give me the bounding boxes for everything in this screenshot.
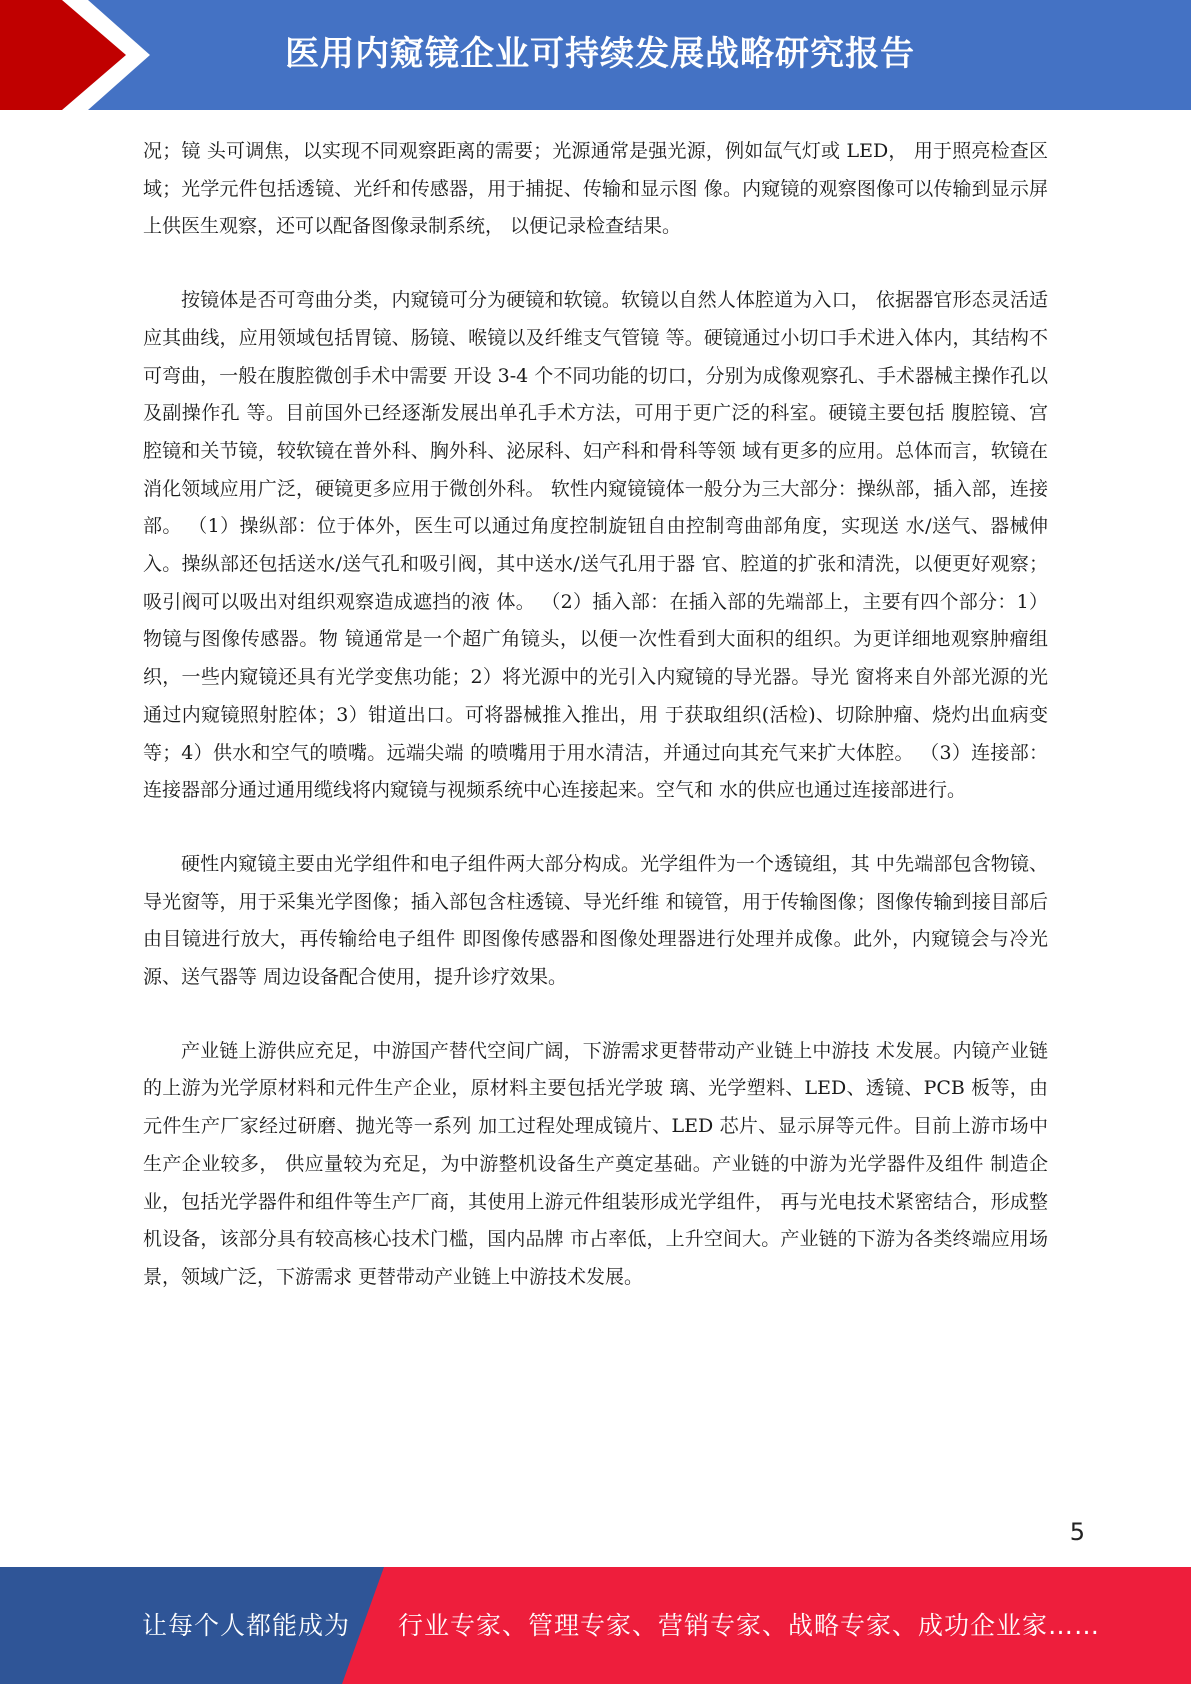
page-footer: [0, 1567, 1191, 1684]
page-header: [0, 0, 1191, 112]
paragraph-continuation: 况；镜 头可调焦，以实现不同观察距离的需要；光源通常是强光源，例如氙气灯或 LED， 用于照亮检查区域；光学元件包括透镜、光纤和传感器，用于捕捉、传输和显示图 像。内窥镜的观察图像可以传输到显示屏上供医生观察，还可以配备图像录制系统， 以便记录检查结果。: [143, 140, 1048, 238]
paragraph-industry-chain: 产业链上游供应充足，中游国产替代空间广阔，下游需求更替带动产业链上中游技 术发展。内镜产业链的上游为光学原材料和元件生产企业，原材料主要包括光学玻 璃、光学塑料、LED、透镜、PCB 板等，由元件生产厂家经过研磨、抛光等一系列 加工过程处理成镜片、LED 芯片、显示屏等元件。目前上游市场中生产企业较多， 供应量较为充足，为中游整机设备生产奠定基础。产业链的中游为光学器件及组件 制造企业，包括光学器件和组件等生产厂商，其使用上游元件组装形成光学组件， 再与光电技术紧密结合，形成整机设备，该部分具有较高核心技术门槛，国内品牌 市占率低，上升空间大。产业链的下游为各类终端应用场景，领域广泛，下游需求 更替带动产业链上中游技术发展。: [143, 1039, 1048, 1288]
footer-slogan-right: 行业专家、管理专家、营销专家、战略专家、成功企业家……: [398, 1611, 1101, 1640]
footer-slogan-left: 让每个人都能成为: [142, 1611, 351, 1640]
page-number: 5: [1069, 1518, 1085, 1546]
main-content: [143, 133, 1048, 1297]
paragraph-classification: 按镜体是否可弯曲分类，内窥镜可分为硬镜和软镜。软镜以自然人体腔道为入口， 依据器官形态灵活适应其曲线，应用领域包括胃镜、肠镜、喉镜以及纤维支气管镜 等。硬镜通过小切口手术进入体内，其结构不可弯曲，一般在腹腔微创手术中需要 开设 3-4 个不同功能的切口，分别为成像观察孔、手术器械主操作孔以及副操作孔 等。目前国外已经逐渐发展出单孔手术方法，可用于更广泛的科室。硬镜主要包括 腹腔镜、宫腔镜和关节镜，较软镜在普外科、胸外科、泌尿科、妇产科和骨科等领 域有更多的应用。总体而言，软镜在消化领域应用广泛，硬镜更多应用于微创外科。 软性内窥镜镜体一般分为三大部分：操纵部，插入部，连接部。 （1）操纵部：位于体外，医生可以通过角度控制旋钮自由控制弯曲部角度，实现送 水/送气、器械伸入。操纵部还包括送水/送气孔和吸引阀，其中送水/送气孔用于器 官、腔道的扩张和清洗，以便更好观察；吸引阀可以吸出对组织观察造成遮挡的液 体。 （2）插入部：在插入部的先端部上，主要有四个部分：1）物镜与图像传感器。物 镜通常是一个超广角镜头，以便一次性看到大面积的组织。为更详细地观察肿瘤组织，一些内窥镜还具有光学变焦功能；2）将光源中的光引入内窥镜的导光器。导光 窗将来自外部光源的光通过内窥镜照射腔体；3）钳道出口。可将器械推入推出，用 于获取组织(活检)、切除肿瘤、烧灼出血病变等；4）供水和空气的喷嘴。远端尖端 的喷嘴用于用水清洁，并通过向其充气来扩大体腔。 （3）连接部：连接器部分通过通用缆线将内窥镜与视频系统中心连接起来。空气和 水的供应也通过连接部进行。: [143, 289, 1048, 802]
paragraph-rigid-endoscope: 硬性内窥镜主要由光学组件和电子组件两大部分构成。光学组件为一个透镜组，其 中先端部包含物镜、导光窗等，用于采集光学图像；插入部包含柱透镜、导光纤维 和镜管，用于传输图像；图像传输到接目部后由目镜进行放大，再传输给电子组件 即图像传感器和图像处理器进行处理并成像。此外，内窥镜会与冷光源、送气器等 周边设备配合使用，提升诊疗效果。: [143, 852, 1048, 989]
document-title: 医用内窥镜企业可持续发展战略研究报告: [285, 34, 915, 74]
